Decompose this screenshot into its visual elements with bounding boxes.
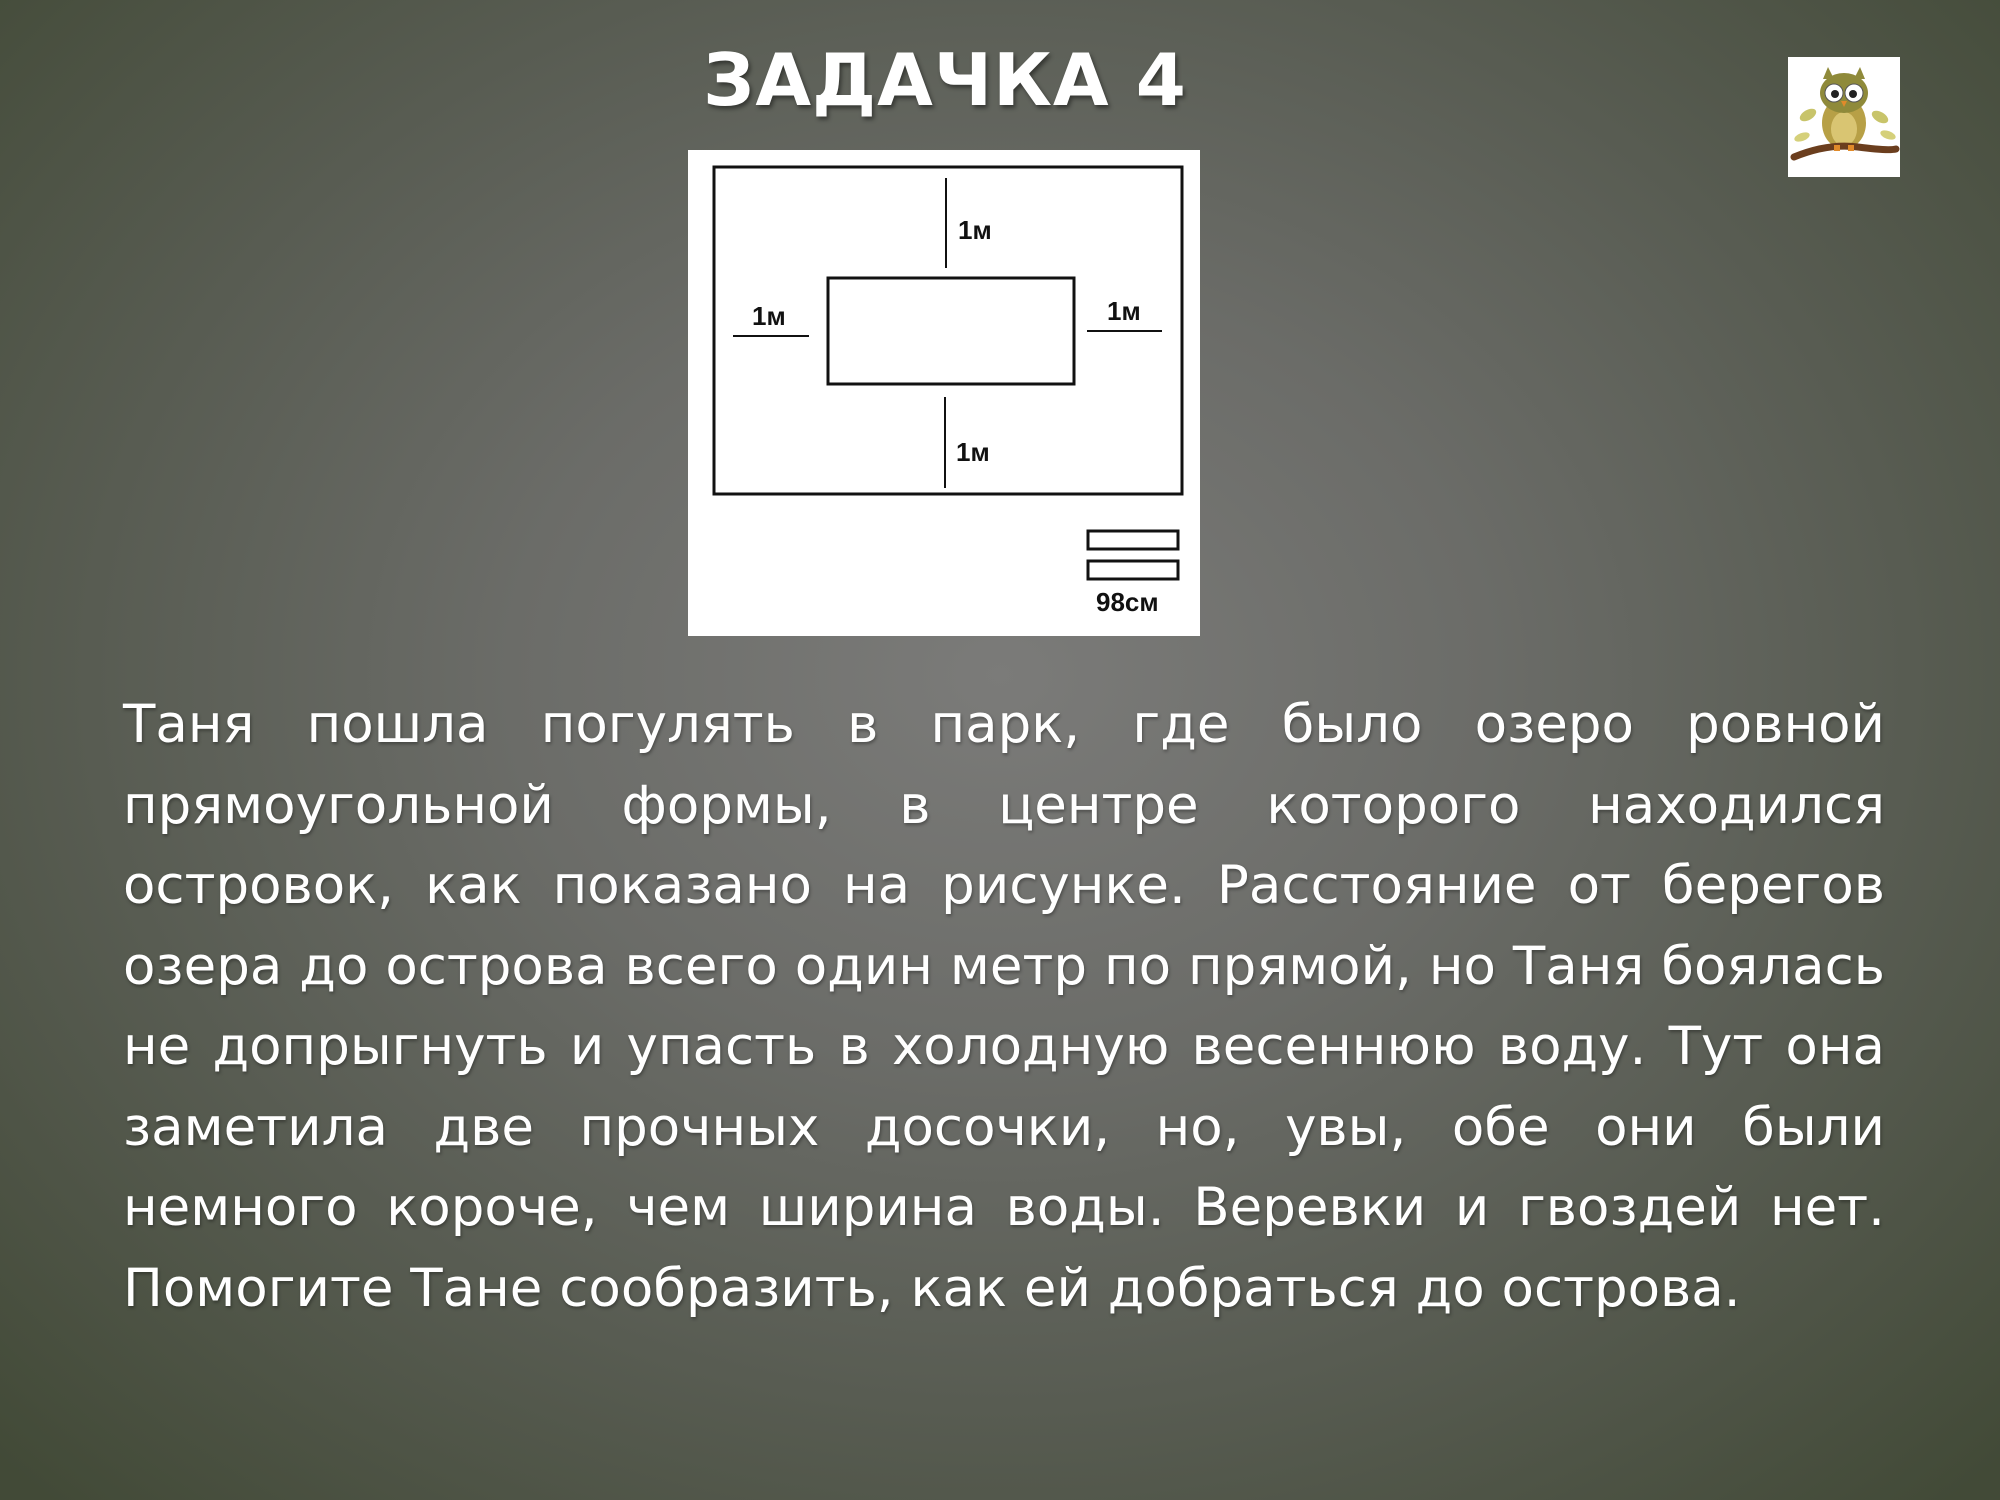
plank-1 (1088, 531, 1178, 549)
problem-text: Таня пошла погулять в парк, где было озеро ровной прямоугольной формы, в центре которого находился островок, как показано на рисунке. Расстояние от берегов озера до острова всего один метр по прямой, но Таня боялась не допрыгнуть и упасть в холодную весеннюю воду. Тут она заметила две прочных досочки, но, увы, обе они были немного короче, чем ширина воды. Веревки и гвоздей нет. Помогите Тане сообразить, как ей добраться до острова. (123, 694, 1885, 1319)
label-left: 1м (752, 301, 786, 331)
label-top: 1м (958, 215, 992, 245)
label-right: 1м (1107, 296, 1141, 326)
slide-title: ЗАДАЧКА 4 (703, 38, 1187, 122)
owl-logo-icon (1788, 57, 1900, 177)
label-bottom: 1м (956, 437, 990, 467)
island-rect (828, 278, 1074, 384)
plank-2 (1088, 561, 1178, 579)
lake-diagram (688, 150, 1200, 636)
plank-label: 98см (1096, 587, 1159, 617)
